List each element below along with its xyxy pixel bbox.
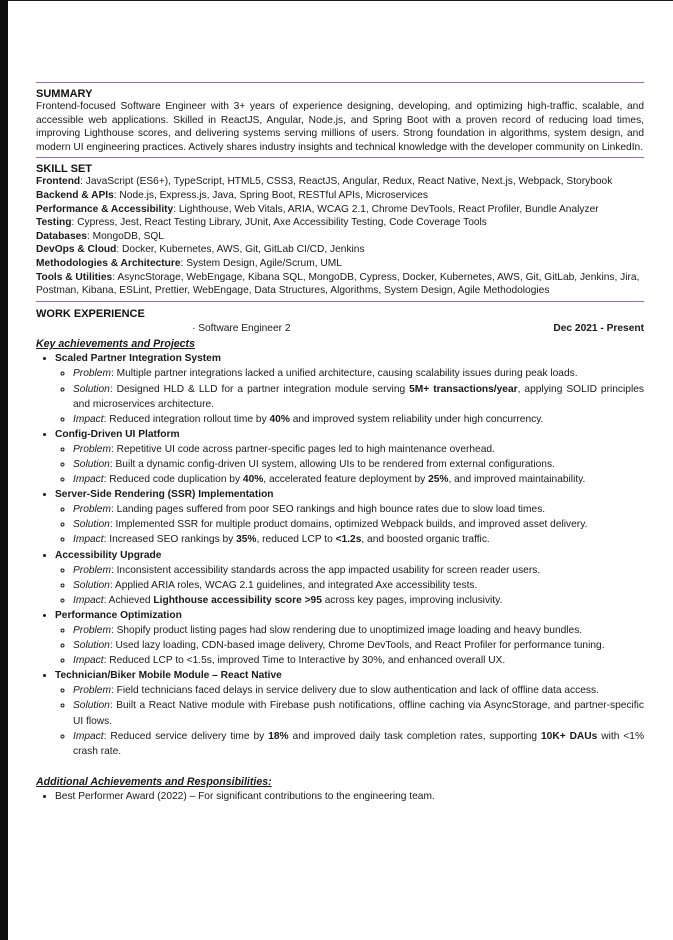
detail-text: : Repetitive UI code across partner-specific pages led to high maintenance overhead. — [110, 443, 495, 455]
detail-label: Problem — [73, 625, 111, 636]
detail-highlight: 5M+ transactions/year — [409, 383, 518, 395]
skill-label: Testing — [36, 217, 72, 229]
skill-line — [36, 216, 644, 230]
skill-value: : System Design, Agile/Scrum, UML — [180, 257, 342, 269]
detail-item — [73, 442, 644, 457]
detail-label: Impact — [73, 534, 104, 546]
detail-text: : Used lazy loading, CDN-based image delivery, Chrome DevTools, and React Profiler for performance tuning. — [109, 640, 605, 652]
detail-label: Solution — [73, 640, 110, 652]
job-title: · Software Engineer 2 — [192, 322, 291, 334]
project-item — [55, 548, 644, 608]
project-name: Accessibility Upgrade — [55, 549, 162, 561]
detail-item — [73, 472, 644, 487]
detail-text: , applying SOLID principles and microservices architecture. — [73, 383, 644, 410]
skill-value: : Docker, Kubernetes, AWS, Git, GitLab CI/CD, Jenkins — [116, 244, 365, 256]
project-item — [55, 668, 644, 759]
skills-heading: SKILL SET — [36, 163, 93, 176]
detail-text: , reduced LCP to — [256, 534, 336, 546]
detail-label: Impact — [73, 594, 104, 606]
detail-highlight: 25% — [428, 474, 449, 486]
skill-label: Databases — [36, 230, 87, 242]
detail-highlight: 18% — [268, 730, 289, 742]
detail-item — [73, 563, 644, 578]
skill-label: Methodologies & Architecture — [36, 257, 181, 269]
detail-highlight: 10K+ DAUs — [541, 730, 598, 742]
detail-label: Problem — [73, 504, 111, 516]
detail-text: : Applied ARIA roles, WCAG 2.1 guidelines, and integrated Axe accessibility tests. — [109, 579, 478, 591]
detail-highlight: 35% — [236, 534, 257, 546]
detail-item — [73, 653, 644, 668]
additional-list — [36, 789, 644, 804]
skill-value: : Cypress, Jest, React Testing Library, JUnit, Axe Accessibility Testing, Code Coverage Tools — [71, 217, 487, 229]
project-details — [55, 502, 644, 547]
skill-value: : MongoDB, SQL — [86, 230, 164, 242]
skill-line — [36, 257, 644, 271]
detail-highlight: 40% — [242, 474, 264, 486]
detail-label: Solution — [73, 458, 110, 470]
detail-item — [73, 683, 644, 698]
detail-item — [73, 517, 644, 532]
skill-value: : Node.js, Express.js, Java, Spring Boot, RESTful APIs, Microservices — [113, 189, 428, 201]
detail-item — [73, 593, 644, 608]
projects-list — [36, 351, 644, 759]
detail-item — [73, 729, 644, 759]
detail-text: : Reduced LCP to <1.5s, improved Time to Interactive by 30%, and enhanced overall UX. — [103, 655, 506, 667]
detail-item — [73, 532, 644, 547]
job-date: Dec 2021 - Present — [553, 322, 644, 334]
section-divider — [36, 301, 644, 302]
detail-label: Impact — [73, 730, 104, 742]
project-details — [55, 366, 644, 426]
detail-label: Impact — [73, 413, 104, 425]
detail-item — [73, 502, 644, 517]
skill-label: Frontend — [36, 176, 81, 188]
detail-label: Solution — [73, 700, 110, 712]
resume-page — [36, 82, 644, 804]
detail-text: : Inconsistent accessibility standards across the app impacted usability for screen reader users. — [110, 564, 541, 576]
detail-label: Impact — [73, 655, 104, 667]
section-divider — [36, 157, 644, 158]
detail-text: : Multiple partner integrations lacked a unified architecture, causing scalability issues during peak loads. — [110, 368, 578, 380]
summary-section — [36, 88, 644, 154]
detail-item — [73, 412, 644, 427]
skill-value: : JavaScript (ES6+), TypeScript, HTML5, CSS3, ReactJS, Angular, Redux, React Native, Next.js, Webpack, Storybook — [80, 176, 613, 188]
project-name: Server-Side Rendering (SSR) Implementation — [55, 489, 274, 501]
detail-text: : Field technicians faced delays in service delivery due to slow authentication and lack of offline data access. — [110, 685, 599, 697]
skill-line — [36, 175, 644, 189]
summary-heading: SUMMARY — [36, 88, 93, 100]
project-details — [55, 683, 644, 758]
detail-label: Problem — [73, 685, 111, 697]
skills-section — [36, 163, 644, 297]
project-item — [55, 427, 644, 487]
experience-heading: WORK EXPERIENCE — [36, 307, 145, 320]
summary-text: Frontend-focused Software Engineer with 3+ years of experience designing, developing, and optimizing high-traffic, scalable, and accessible web applications. Skilled in ReactJS, Angular, Node.js, and Spring Boot with a proven record of reducing load times, improving Lighthouse scores, and delivering systems serving millions of users. Strong foundation in algorithms, system design, and modern UI engineering practices. Actively shares industry insights and technical knowledge with the developer community on LinkedIn. — [36, 101, 644, 153]
detail-text: : Reduced service delivery time by — [103, 730, 269, 742]
detail-item — [73, 457, 644, 472]
detail-label: Problem — [73, 368, 111, 380]
skill-label: Backend & APIs — [36, 189, 114, 201]
experience-section — [36, 308, 644, 759]
detail-item — [73, 623, 644, 638]
skill-value: : AsyncStorage, WebEngage, Kibana SQL, MongoDB, Cypress, Docker, Kubernetes, AWS, Git, GitLab, Jenkins, Jira, Postman, Kibana, ESLint, Prettier, WebEngage, Data Structures, Algorithms, System Design, Agile Methodologies — [36, 271, 640, 297]
detail-text: and improved system reliability under high concurrency. — [289, 413, 544, 425]
additional-section — [36, 775, 644, 804]
additional-item: • Best Performer Award (2022) – For significant contributions to the engineering team. — [55, 789, 644, 804]
project-name: Performance Optimization — [55, 609, 182, 621]
detail-highlight: Lighthouse accessibility score >95 — [153, 594, 322, 606]
detail-text: : Designed HLD & LLD for a partner integration module serving — [109, 383, 410, 395]
skill-line — [36, 203, 644, 217]
skill-label: DevOps & Cloud — [36, 244, 117, 256]
project-name: Scaled Partner Integration System — [55, 353, 221, 365]
project-item — [55, 608, 644, 668]
detail-item — [73, 638, 644, 653]
detail-text: , and boosted organic traffic. — [361, 534, 490, 546]
skill-label: Performance & Accessibility — [36, 203, 174, 215]
skill-line — [36, 243, 644, 257]
detail-item — [73, 698, 644, 728]
project-name: Config-Driven UI Platform — [55, 428, 180, 440]
project-details — [55, 563, 644, 608]
detail-text: : Built a dynamic config-driven UI system, allowing UIs to be rendered from external configurations. — [109, 458, 555, 470]
additional-heading: Additional Achievements and Responsibilities: — [36, 775, 272, 788]
detail-text: across key pages, improving inclusivity. — [321, 594, 503, 606]
skill-line — [36, 271, 644, 298]
left-edge-bar — [0, 0, 8, 940]
project-name: Technician/Biker Mobile Module – React Native — [55, 670, 282, 682]
detail-label: Impact — [73, 474, 104, 486]
detail-text: with <1% crash rate. — [73, 730, 644, 757]
detail-label: Problem — [73, 443, 111, 455]
detail-text: : Built a React Native module with Firebase push notifications, offline caching via AsyncStorage, and partner-specific UI flows. — [73, 700, 644, 727]
detail-label: Problem — [73, 564, 111, 576]
section-divider — [36, 82, 644, 83]
project-details — [55, 442, 644, 487]
detail-text: : Implemented SSR for multiple product domains, optimized Webpack builds, and improved asset delivery. — [109, 519, 588, 531]
detail-text: : Reduced code duplication by — [103, 474, 243, 486]
key-achievements-heading: Key achievements and Projects — [36, 338, 195, 351]
job-row — [36, 322, 644, 336]
detail-highlight: 40% — [269, 413, 290, 425]
detail-item — [73, 366, 644, 381]
detail-text: : Reduced integration rollout time by — [103, 413, 270, 425]
detail-item — [73, 382, 644, 412]
project-details — [55, 623, 644, 668]
detail-label: Solution — [73, 579, 110, 591]
detail-text: , and improved maintainability. — [448, 474, 586, 486]
detail-text: and improved daily task completion rates, supporting — [288, 730, 541, 742]
skill-label: Tools & Utilities — [36, 271, 113, 283]
skill-value: : Lighthouse, Web Vitals, ARIA, WCAG 2.1, Chrome DevTools, React Profiler, Bundle Analyzer — [173, 203, 599, 215]
detail-highlight: <1.2s — [335, 534, 362, 546]
detail-label: Solution — [73, 383, 110, 395]
top-edge-line — [8, 0, 673, 1]
detail-item — [73, 578, 644, 593]
skill-line — [36, 189, 644, 203]
detail-text: : Shopify product listing pages had slow rendering due to unoptimized image loading and heavy bundles. — [110, 625, 583, 636]
skill-line — [36, 230, 644, 244]
project-item — [55, 487, 644, 547]
detail-text: : Achieved — [103, 594, 154, 606]
project-item — [55, 351, 644, 426]
detail-label: Solution — [73, 519, 110, 531]
detail-text: , accelerated feature deployment by — [263, 474, 429, 486]
detail-text: : Increased SEO rankings by — [103, 534, 237, 546]
detail-text: : Landing pages suffered from poor SEO rankings and high bounce rates due to slow load times. — [110, 504, 546, 516]
skills-list — [36, 175, 644, 297]
